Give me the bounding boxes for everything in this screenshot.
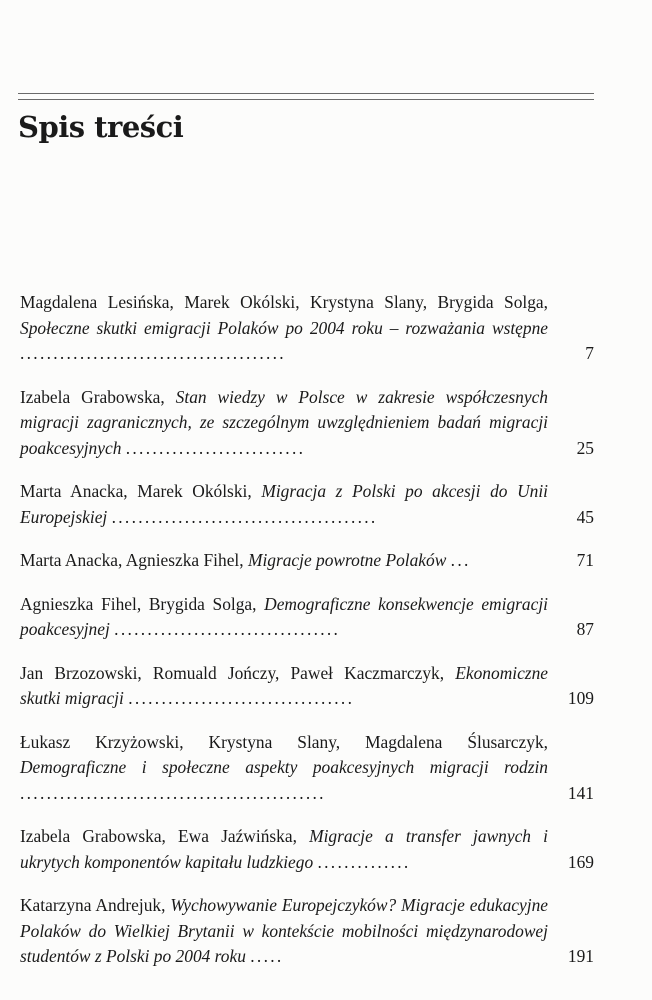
toc-authors: Magdalena Lesińska, Marek Okólski, Krystyna Slany, Brygida Solga, [20,292,548,312]
toc-leader: ..... [250,946,284,966]
toc-title: Demograficzne konsekwencje emigracji poakcesyjnej [20,593,548,639]
toc-entry[interactable] [20,592,598,643]
toc-entry[interactable] [20,730,598,807]
toc-leader: .............................................. [20,782,326,803]
toc-leader: .............. [317,851,411,872]
toc-entry[interactable] [20,479,598,530]
toc-page-number: 87 [576,619,594,639]
toc-entry[interactable] [20,290,598,367]
toc-page-number: 71 [576,550,594,570]
toc-title: Migracja z Polski po akcesji do Unii Europejskiej [20,481,549,527]
toc-page-number: 141 [567,782,594,803]
toc-authors: Jan Brzozowski, Romuald Jończy, Paweł Kaczmarczyk, [20,662,456,683]
toc-leader: ........................................ [20,343,286,363]
double-rule-top [18,93,594,94]
toc-title: Wychowywanie Europejczyków? Migracje edukacyjne Polaków do Wielkiej Brytanii w kontekście mobilności międzynarodowej studentów z Polski po 2004 roku [20,895,548,966]
table-of-contents [20,290,598,988]
toc-title: Stan wiedzy w Polsce w zakresie współczesnych migracji zagranicznych, ze szczególnym uwzględnieniem badań migracji poakcesyjnych [20,386,548,458]
toc-entry[interactable] [20,661,598,712]
toc-title: Demograficzne i społeczne aspekty poakcesyjnych migracji rodzin [20,757,548,777]
toc-leader: ... [450,550,471,570]
toc-leader: .................................. [114,619,341,639]
toc-page-number: 25 [576,437,594,458]
toc-authors: Izabela Grabowska, Ewa Jaźwińska, [20,826,310,846]
toc-title: Społeczne skutki emigracji Polaków po 2004 roku – rozważania wstępne [20,317,548,338]
toc-authors: Marta Anacka, Agnieszka Fihel, [20,550,248,570]
double-rule-bottom [18,99,594,100]
toc-authors: Marta Anacka, Marek Okólski, [20,481,262,501]
toc-page-number: 109 [567,688,594,708]
toc-authors: Łukasz Krzyżowski, Krystyna Slany, Magdalena Ślusarczyk, [20,731,548,752]
toc-authors: Agnieszka Fihel, Brygida Solga, [20,593,265,614]
toc-page-number: 45 [576,506,594,527]
toc-page-number: 169 [567,851,594,872]
toc-entry[interactable] [20,824,598,875]
toc-authors: Izabela Grabowska, [20,386,176,407]
toc-leader: .................................. [128,688,355,708]
toc-entry[interactable] [20,385,598,462]
toc-page-number: 7 [585,343,594,363]
toc-authors: Katarzyna Andrejuk, [20,895,171,915]
toc-leader: ........................................ [111,506,378,527]
toc-entry[interactable] [20,548,598,574]
toc-title: Ekonomiczne skutki migracji [20,662,548,708]
page-title: Spis treści [18,110,184,144]
toc-title: Migracje a transfer jawnych i ukrytych komponentów kapitału ludzkiego [20,826,548,872]
toc-title: Migracje powrotne Polaków [247,550,447,570]
toc-page-number: 191 [567,946,594,966]
toc-entry[interactable] [20,893,598,970]
toc-leader: ........................... [125,437,306,458]
